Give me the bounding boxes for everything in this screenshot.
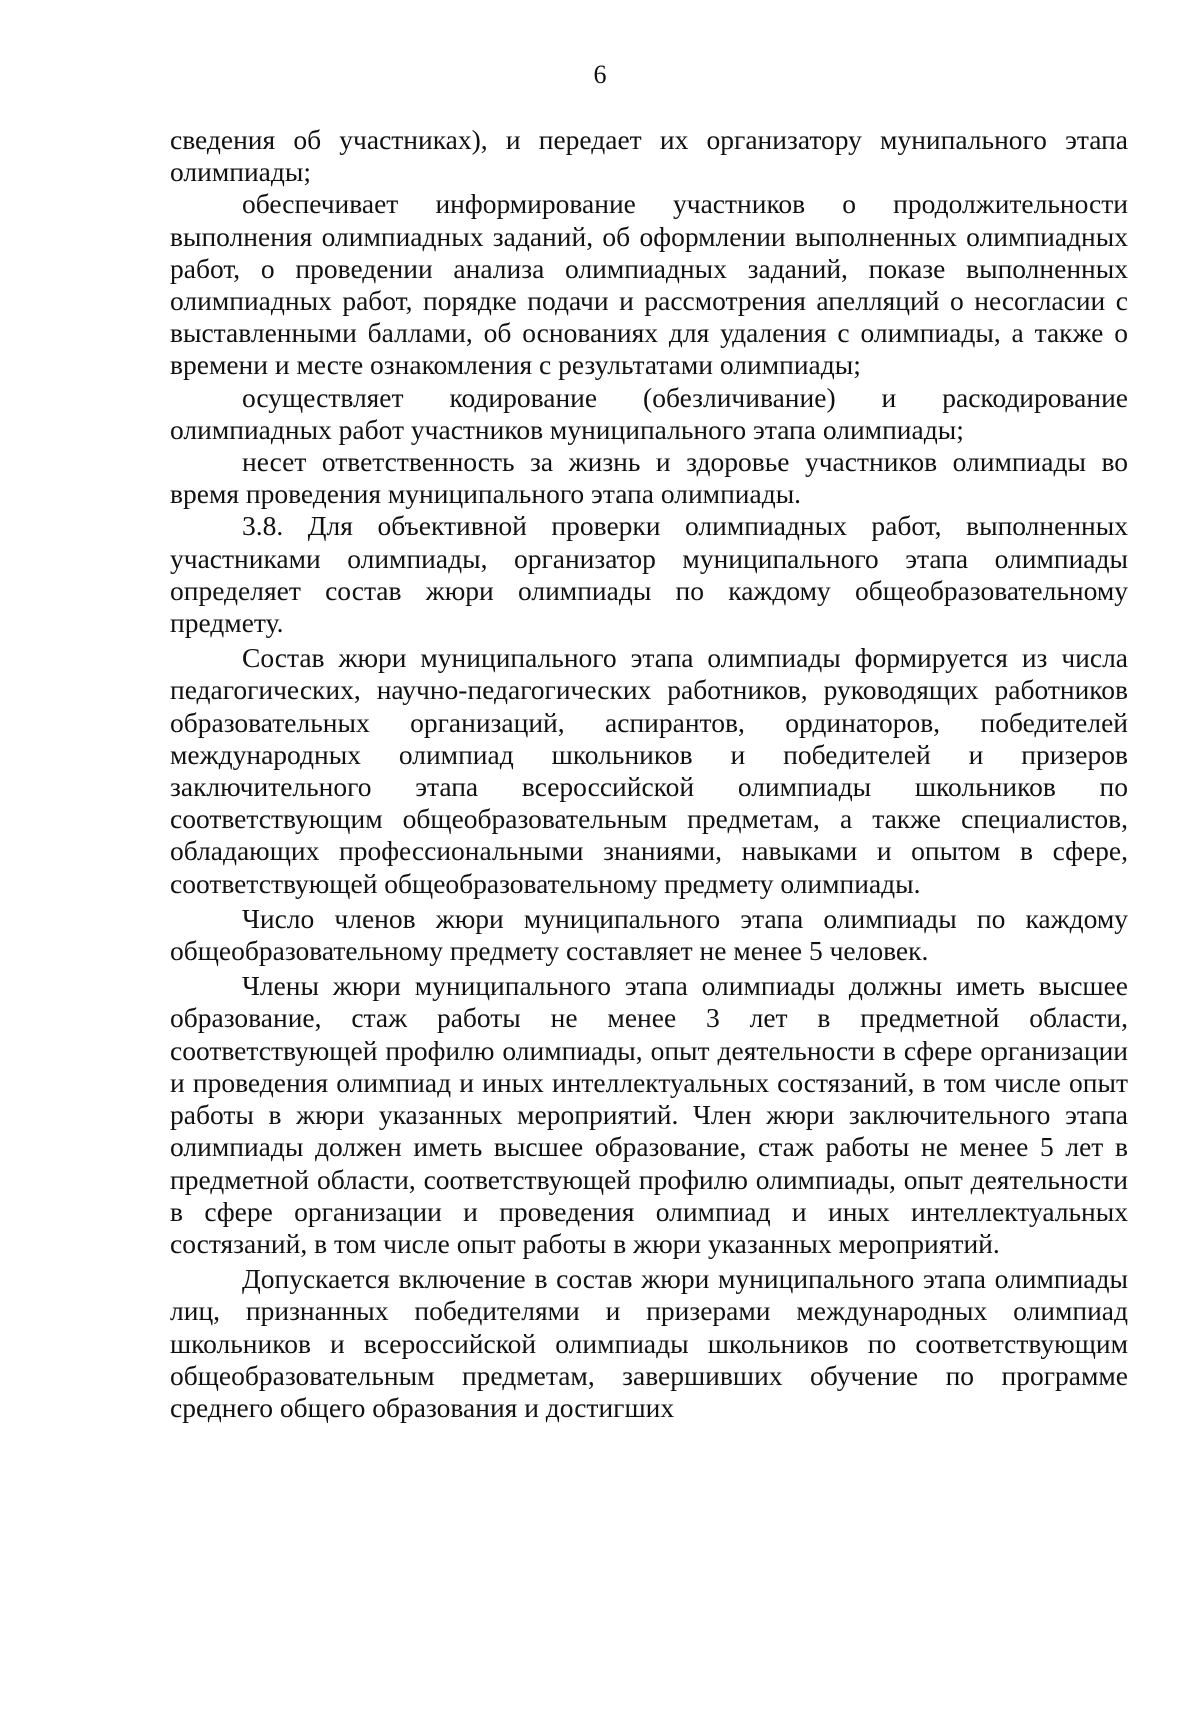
paragraph-jury-member-count: Число членов жюри муниципального этапа олимпиады по каждому общеобразовательному предмету составляет не менее 5 человек.	[170, 902, 1128, 967]
paragraph-jury-requirements: Члены жюри муниципального этапа олимпиады должны иметь высшее образование, стаж работы не менее 3 лет в предметной области, соответствующей профилю олимпиады, опыт деятельности в сфере организации и проведения олимпиад и иных интеллектуальных состязаний, в том числе опыт работы в жюри указанных мероприятий. Член жюри заключительного этапа олимпиады должен иметь высшее образование, стаж работы не менее 5 лет в предметной области, соответствующей профилю олимпиады, опыт деятельности в сфере организации и проведения олимпиад и иных интеллектуальных состязаний, в том числе опыт работы в жюри указанных мероприятий.	[170, 970, 1128, 1259]
page-number: 6	[593, 60, 607, 89]
document-body	[170, 124, 1128, 1424]
paragraph-3-8-jury-composition: 3.8. Для объективной проверки олимпиадных работ, выполненных участниками олимпиады, организатор муниципального этапа олимпиады определяет состав жюри олимпиады по каждому общеобразовательному предмету.	[170, 510, 1128, 639]
paragraph-coding-works: осуществляет кодирование (обезличивание) и раскодирование олимпиадных работ участников муниципального этапа олимпиады;	[170, 381, 1128, 445]
paragraph-jury-inclusion: Допускается включение в состав жюри муниципального этапа олимпиады лиц, признанных победителями и призерами международных олимпиад школьников и всероссийской олимпиады школьников по соответствующим общеобразовательным предметам, завершивших обучение по программе среднего общего образования и достигших	[170, 1263, 1128, 1423]
paragraph-informing-participants: обеспечивает информирование участников о продолжительности выполнения олимпиадных заданий, об оформлении выполненных олимпиадных работ, о проведении анализа олимпиадных заданий, показе выполненных олимпиадных работ, порядке подачи и рассмотрения апелляций о несогласии с выставленными баллами, об основаниях для удаления с олимпиады, а также о времени и месте ознакомления с результатами олимпиады;	[170, 188, 1128, 381]
paragraph-jury-formation: Состав жюри муниципального этапа олимпиады формируется из числа педагогических, научно-педагогических работников, руководящих работников образовательных организаций, аспирантов, ординаторов, победителей международных олимпиад школьников и победителей и призеров заключительного этапа всероссийской олимпиады школьников по соответствующим общеобразовательным предметам, а также специалистов, обладающих профессиональными знаниями, навыками и опытом в сфере, соответствующей общеобразовательному предмету олимпиады.	[170, 642, 1128, 899]
paragraph-participant-info: сведения об участниках), и передает их организатору мунипального этапа олимпиады;	[170, 124, 1128, 188]
paragraph-responsibility: несет ответственность за жизнь и здоровье участников олимпиады во время проведения муниципального этапа олимпиады.	[170, 446, 1128, 510]
